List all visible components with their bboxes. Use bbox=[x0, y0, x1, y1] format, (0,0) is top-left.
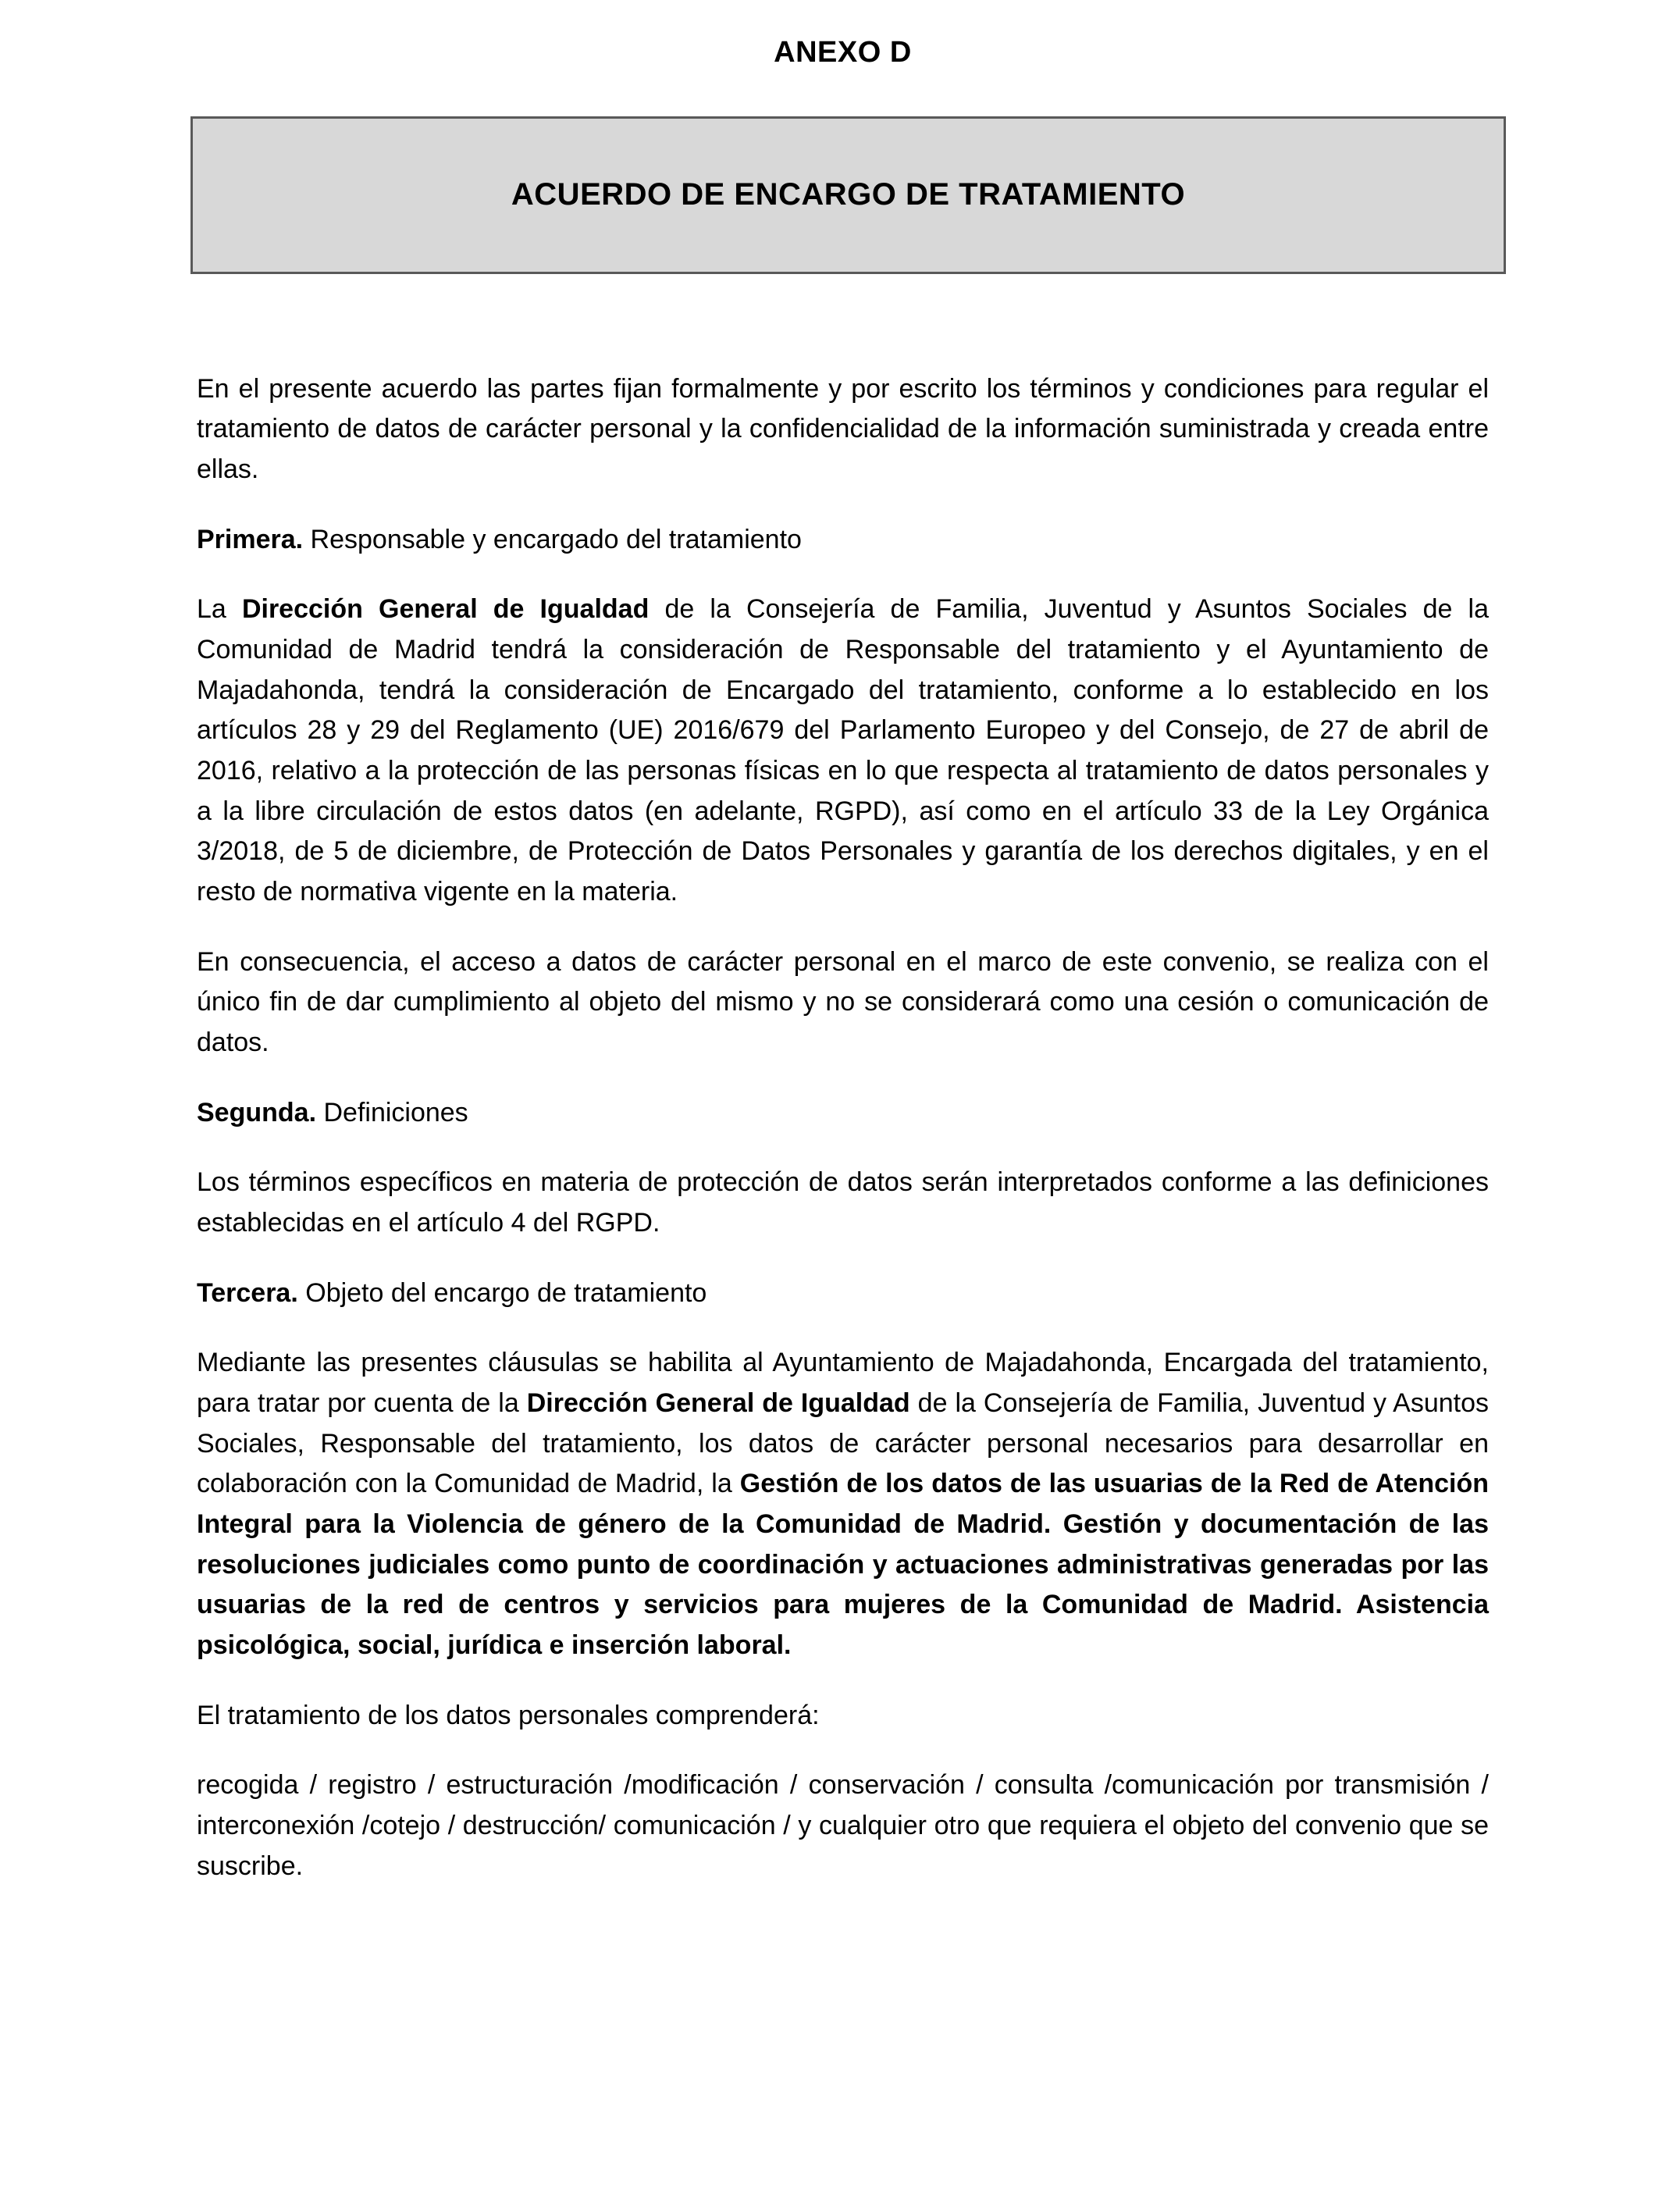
paragraph-7 bbox=[197, 1273, 1489, 1314]
bold-text-run: Tercera. bbox=[197, 1277, 298, 1308]
text-run: En consecuencia, el acceso a datos de carácter personal en el marco de este convenio, se realiza con el único fin de dar cumplimiento al objeto del mismo y no se considerará como una cesión o comunicación de datos. bbox=[197, 946, 1489, 1057]
bold-text-run: Gestión de los datos de las usuarias de la Red de Atención Integral para la Violencia de género de la Comunidad de Madrid. Gestión y documentación de las resoluciones judiciales como punto de coordinación y actuaciones administrativas generadas por las usuarias de la red de centros y servicios para mujeres de la Comunidad de Madrid. Asistencia psicológica, social, jurídica e inserción laboral. bbox=[197, 1469, 1489, 1661]
text-run: de la Consejería de Familia, Juventud y Asuntos Sociales de la Comunidad de Madrid tendrá la consideración de Responsable del tratamiento y el Ayuntamiento de Majadahonda, tendrá la consideración de Encargado del tratamiento, conforme a lo establecido en los artículos 28 y 29 del Reglamento (UE) 2016/679 del Parlamento Europeo y del Consejo, de 27 de abril de 2016, relativo a la protección de las personas físicas en lo que respecta al tratamiento de datos personales y a la libre circulación de estos datos (en adelante, RGPD), así como en el artículo 33 de la Ley Orgánica 3/2018, de 5 de diciembre, de Protección de Datos Personales y garantía de los derechos digitales, y en el resto de normativa vigente en la materia. bbox=[197, 594, 1490, 907]
bold-text-run: Primera. bbox=[197, 524, 304, 554]
text-run: En el presente acuerdo las partes fijan formalmente y por escrito los términos y condiciones para regular el tratamiento de datos de carácter personal y la confidencialidad de la información suministrada y creada entre ellas. bbox=[197, 373, 1489, 484]
annex-title: ANEXO D bbox=[774, 36, 912, 69]
text-run: de la Consejería de Familia, Juventud y Asuntos Sociales, Responsable del tratamiento, los datos de carácter personal necesarios para desarrollar en colaboración con la Comunidad de Madrid, la bbox=[197, 1388, 1489, 1499]
paragraph-1 bbox=[197, 369, 1489, 490]
text-run: Los términos específicos en materia de protección de datos serán interpretados conforme a las definiciones establecidas en el artículo 4 del RGPD. bbox=[197, 1167, 1489, 1238]
text-run: Mediante las presentes cláusulas se habilita al Ayuntamiento de Majadahonda, Encargada del tratamiento, para tratar por cuenta de la bbox=[197, 1348, 1489, 1419]
text-run: El tratamiento de los datos personales comprenderá: bbox=[197, 1700, 820, 1730]
text-run: La bbox=[197, 594, 242, 625]
paragraph-9 bbox=[197, 1696, 1489, 1737]
paragraph-3 bbox=[197, 590, 1489, 912]
agreement-title: ACUERDO DE ENCARGO DE TRATAMIENTO bbox=[511, 177, 1186, 212]
paragraph-5 bbox=[197, 1093, 1489, 1134]
text-run: Definiciones bbox=[316, 1097, 468, 1127]
paragraph-10 bbox=[197, 1765, 1489, 1886]
paragraph-2 bbox=[197, 520, 1489, 561]
text-run: Responsable y encargado del tratamiento bbox=[303, 524, 802, 554]
paragraph-4 bbox=[197, 942, 1489, 1063]
paragraph-6 bbox=[197, 1163, 1489, 1243]
agreement-title-box bbox=[190, 116, 1506, 274]
paragraph-8 bbox=[197, 1343, 1489, 1665]
text-run: Objeto del encargo de tratamiento bbox=[297, 1277, 707, 1308]
document-body bbox=[197, 369, 1489, 1887]
text-run: recogida / registro / estructuración /modificación / conservación / consulta /comunicación por transmisión / interconexión /cotejo / destrucción/ comunicación / y cualquier otro que requiera el objeto del convenio que se suscribe. bbox=[197, 1770, 1489, 1881]
bold-text-run: Dirección General de Igualdad bbox=[241, 594, 650, 625]
bold-text-run: Dirección General de Igualdad bbox=[526, 1388, 910, 1419]
bold-text-run: Segunda. bbox=[197, 1097, 317, 1127]
